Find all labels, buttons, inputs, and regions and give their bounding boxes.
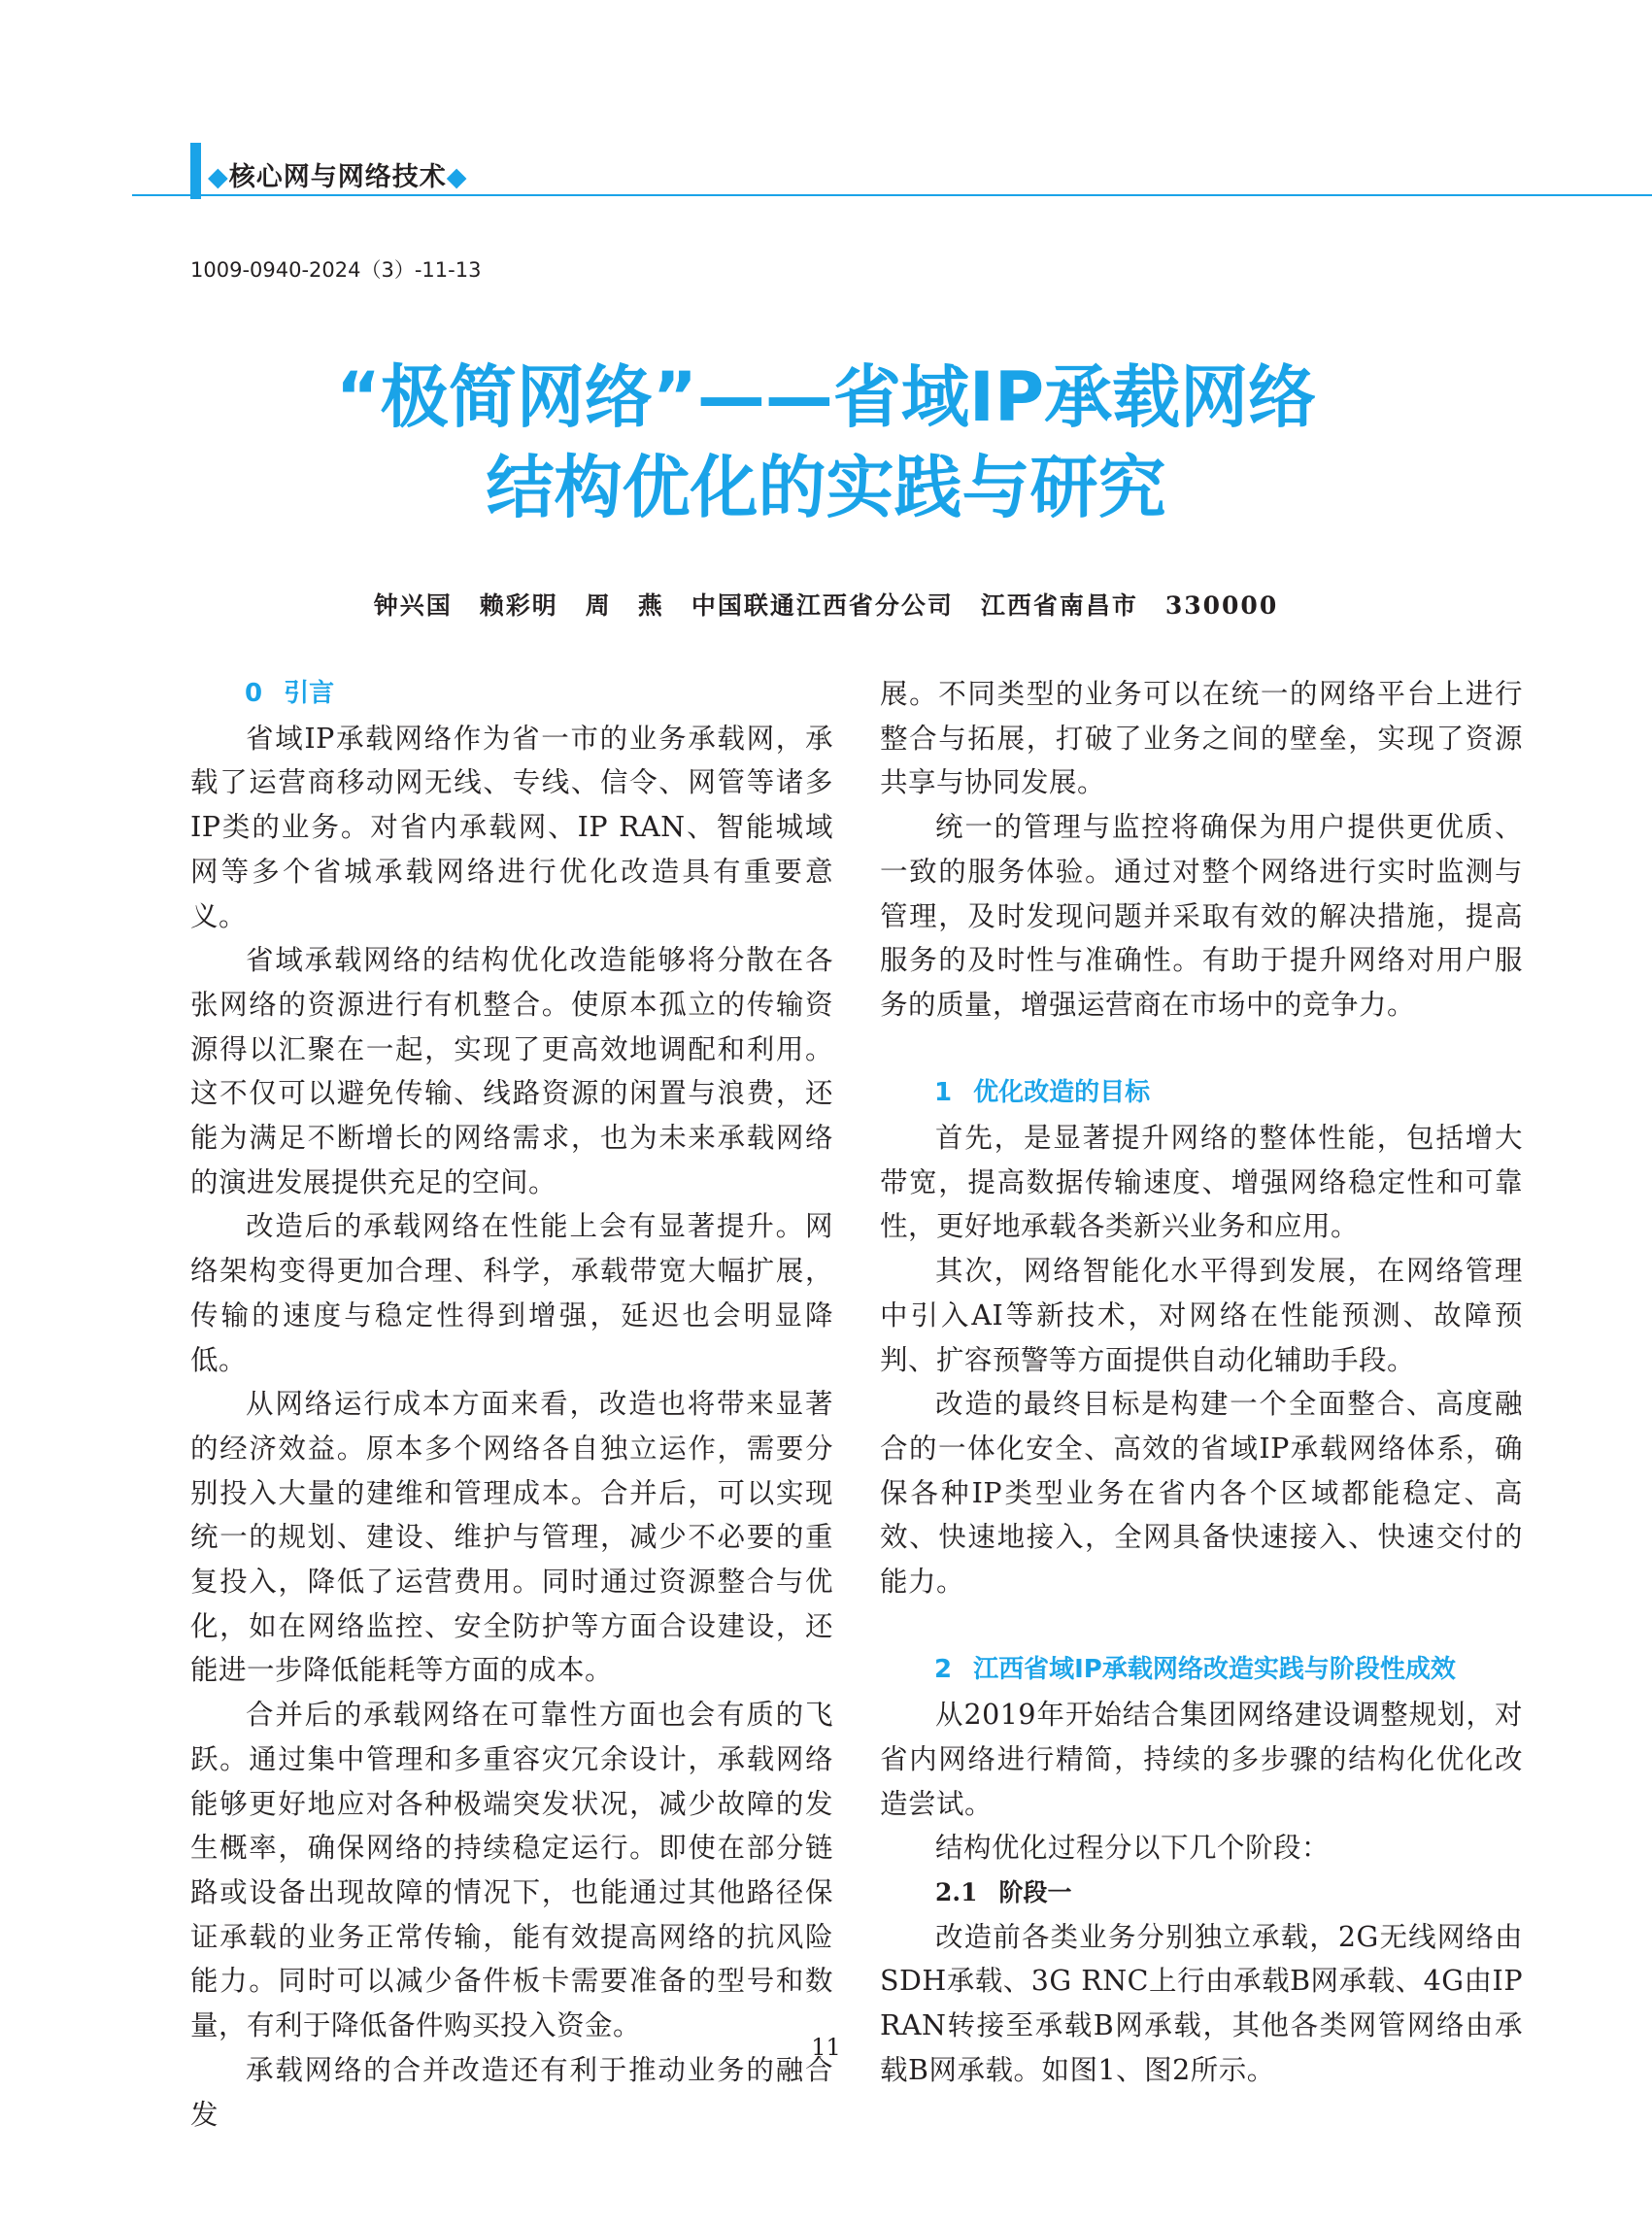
right-column	[880, 672, 1523, 2092]
diamond-icon: ◆	[208, 162, 229, 192]
paragraph: 从2019年开始结合集团网络建设调整规划，对省内网络进行精简，持续的多步骤的结构化优化改造尝试。	[880, 1699, 1523, 1820]
section-heading-1: 1 优化改造的目标	[934, 1078, 1151, 1108]
paragraph: 合并后的承载网络在可靠性方面也会有质的飞跃。通过集中管理和多重容灾冗余设计，承载网络能够更好地应对各种极端突发状况，减少故障的发生概率，确保网络的持续稳定运行。即使在部分链路或设备出现故障的情况下，也能通过其他路径保证承载的业务正常传输，能有效提高网络的抗风险能力。同时可以减少备件板卡需要准备的型号和数量，有利于降低备件购买投入资金。	[190, 1699, 833, 2042]
paragraph: 省域承载网络的结构优化改造能够将分散在各张网络的资源进行有机整合。使原本孤立的传输资源得以汇聚在一起，实现了更高效地调配和利用。这不仅可以避免传输、线路资源的闲置与浪费，还能为满足不断增长的网络需求，也为未来承载网络的演进发展提供充足的空间。	[190, 944, 833, 1198]
paragraph: 首先，是显著提升网络的整体性能，包括增大带宽，提高数据传输速度、增强网络稳定性和可靠性，更好地承载各类新兴业务和应用。	[880, 1122, 1523, 1243]
page-number: 11	[811, 2034, 841, 2061]
postal-code: 330000	[1164, 591, 1279, 620]
section-heading-0: 0 引言	[245, 679, 335, 708]
paragraph: 从网络运行成本方面来看，改造也将带来显著的经济效益。原本多个网络各自独立运作，需要分别投入大量的建维和管理成本。合并后，可以实现统一的规划、建设、维护与管理，减少不必要的重复投入，降低了运营费用。同时通过资源整合与优化，如在网络监控、安全防护等方面合设建设，还能进一步降低能耗等方面的成本。	[190, 1388, 833, 1687]
author-name: 钟兴国	[373, 591, 453, 620]
author-line	[0, 587, 1652, 622]
author-affiliation: 中国联通江西省分公司	[691, 591, 954, 620]
article-title-line-1: “极简网络”——省域IP承载网络	[335, 357, 1317, 437]
paragraph: 统一的管理与监控将确保为用户提供更优质、一致的服务体验。通过对整个网络进行实时监测与管理，及时发现问题并采取有效的解决措施，提高服务的及时性与准确性。有助于提升网络对用户服务的质量，增强运营商在市场中的竞争力。	[880, 811, 1523, 1021]
paragraph: 结构优化过程分以下几个阶段：	[935, 1832, 1331, 1865]
paragraph: 改造前各类业务分别独立承载，2G无线网络由SDH承载、3G RNC上行由承载B网承载、4G由IP RAN转接至承载B网承载，其他各类网管网络由承载B网承载。如图1、图2所示。	[880, 1920, 1523, 2086]
article-title-line-2: 结构优化的实践与研究	[486, 448, 1166, 527]
author-name: 赖彩明	[479, 591, 558, 620]
paragraph: 其次，网络智能化水平得到发展，在网络管理中引入AI等新技术，对网络在性能预测、故障预判、扩容预警等方面提供自动化辅助手段。	[880, 1255, 1523, 1376]
paragraph: 改造后的承载网络在性能上会有显著提升。网络架构变得更加合理、科学，承载带宽大幅扩展，传输的速度与稳定性得到增强，延迟也会明显降低。	[190, 1210, 833, 1376]
paragraph: 承载网络的合并改造还有利于推动业务的融合发	[190, 2053, 833, 2131]
header-accent-bar	[190, 143, 201, 199]
document-code: 1009-0940-2024（3）-11-13	[190, 258, 482, 282]
left-column	[190, 672, 833, 2137]
section-label: ◆核心网与网络技术◆	[208, 162, 468, 192]
paragraph: 省域IP承载网络作为省一市的业务承载网，承载了运营商移动网无线、专线、信令、网管等诸多IP类的业务。对省内承载网、IP RAN、智能城域网等多个省城承载网络进行优化改造具有重要意义。	[190, 722, 833, 932]
author-name: 周 燕	[585, 591, 664, 620]
subsection-heading-2-1: 2.1 阶段一	[935, 1877, 1072, 1906]
paragraph-continued: 展。不同类型的业务可以在统一的网络平台上进行整合与拓展，打破了业务之间的壁垒，实现了资源共享与协同发展。	[880, 678, 1523, 799]
author-location: 江西省南昌市	[980, 591, 1138, 620]
header-rule	[132, 194, 1652, 196]
section-heading-2: 2 江西省域IP承载网络改造实践与阶段性成效	[934, 1655, 1456, 1685]
paragraph: 改造的最终目标是构建一个全面整合、高度融合的一体化安全、高效的省域IP承载网络体系，确保各种IP类型业务在省内各个区域都能稳定、高效、快速地接入，全网具备快速接入、快速交付的能力。	[880, 1388, 1523, 1599]
diamond-icon: ◆	[446, 162, 468, 192]
